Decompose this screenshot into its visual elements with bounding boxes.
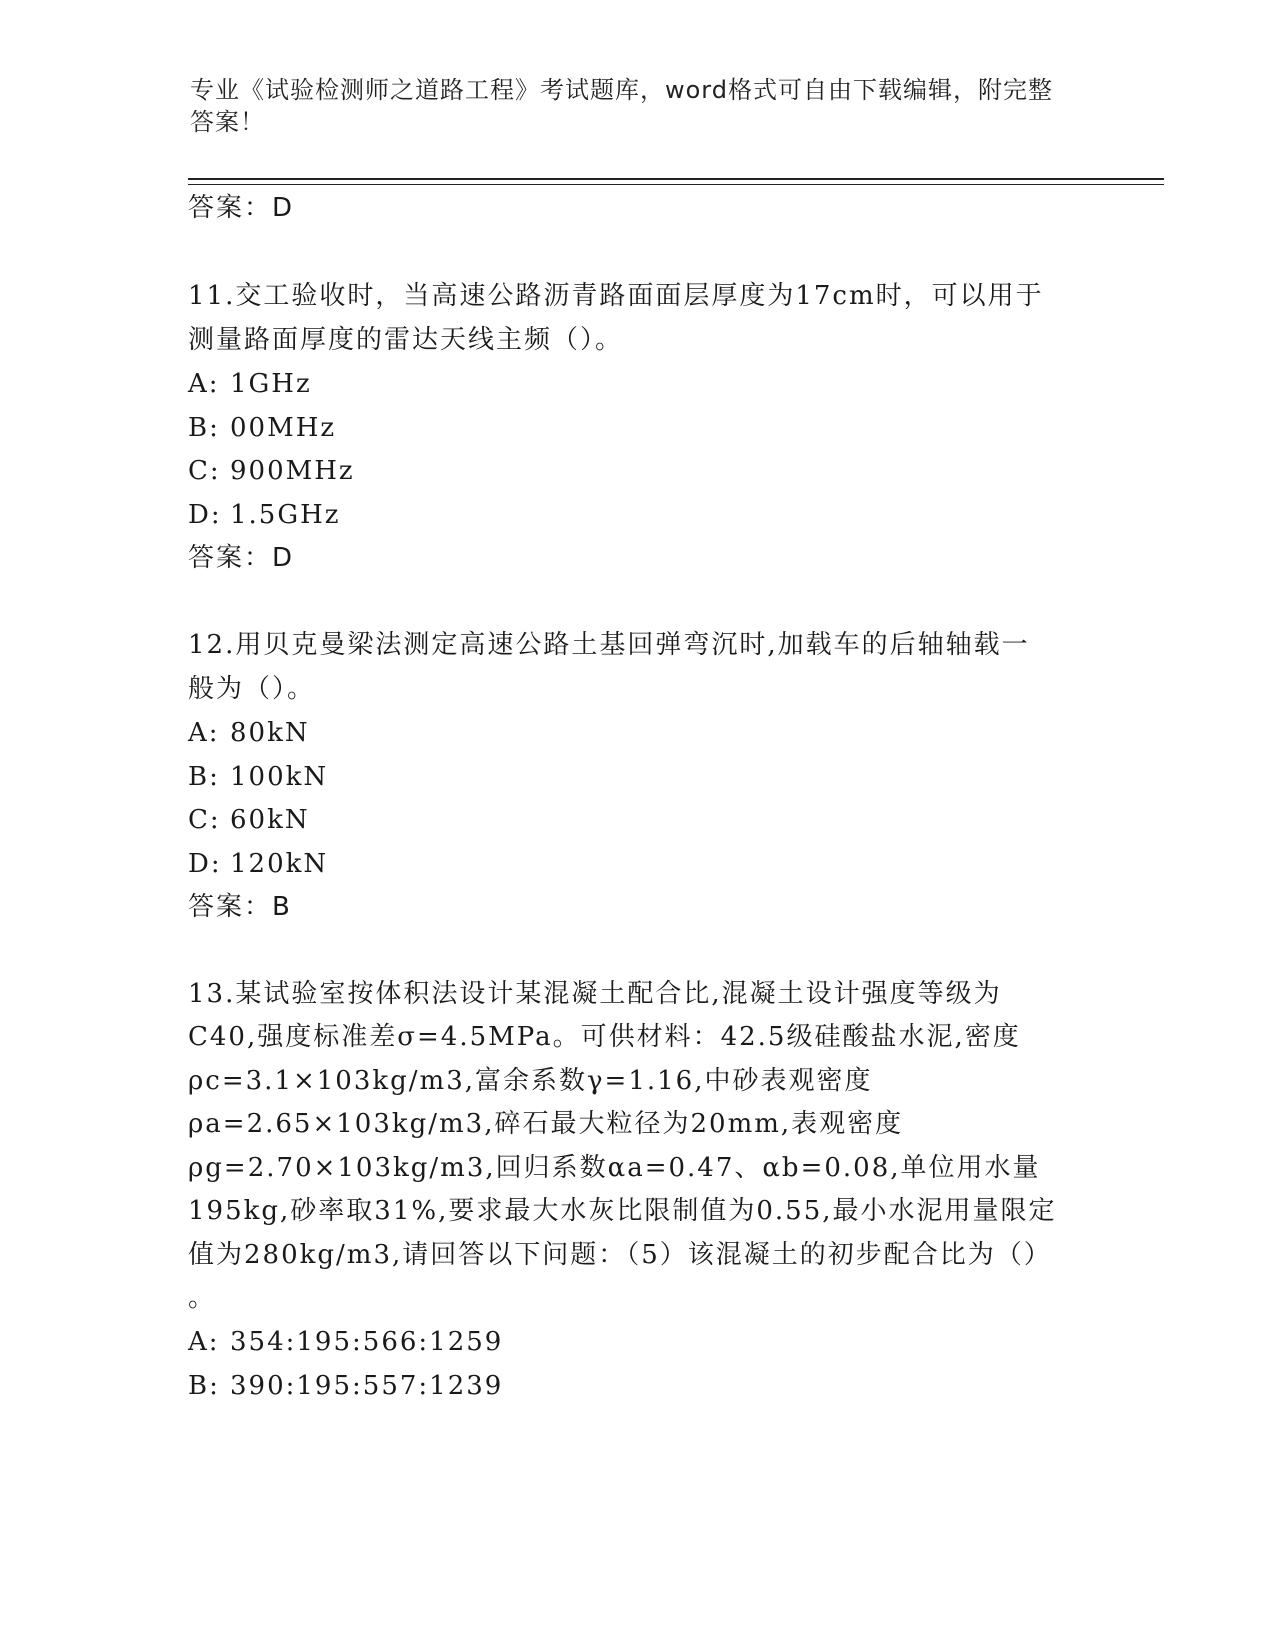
option-text: 354:195:566:1259 (230, 1327, 504, 1357)
question-12-answer: 答案：B (188, 892, 292, 922)
question-12-option-a (188, 715, 1088, 751)
question-12-line-2: 般为（）。 (188, 674, 316, 704)
question-11-line-1: 11.交工验收时，当高速公路沥青路面面层厚度为17cm时，可以用于 (188, 281, 1044, 311)
question-12-option-c (188, 802, 1088, 838)
question-12-option-b (188, 759, 1088, 795)
question-11-answer: 答案：D (188, 543, 295, 573)
option-label: A: (188, 718, 220, 748)
option-label: C: (188, 805, 221, 835)
option-text: 1.5GHz (230, 500, 341, 530)
option-label: B: (188, 762, 220, 792)
question-13-line-8: 。 (188, 1283, 217, 1313)
header-divider-thin (188, 184, 1164, 185)
question-13-line-1: 13.某试验室按体积法设计某混凝土配合比,混凝土设计强度等级为 (188, 979, 1002, 1009)
question-13-line-5: ρg=2.70×103kg/m3,回归系数αa=0.47、αb=0.08,单位用水量 (188, 1153, 1041, 1183)
question-13-line-3: ρc=3.1×103kg/m3,富余系数γ=1.16,中砂表观密度 (188, 1066, 873, 1096)
option-text: 900MHz (230, 456, 355, 486)
option-text: 00MHz (230, 413, 337, 443)
option-text: 390:195:557:1239 (230, 1371, 504, 1401)
question-12-line-1: 12.用贝克曼梁法测定高速公路土基回弹弯沉时,加载车的后轴轴载一 (188, 630, 1030, 660)
option-label: A: (188, 369, 220, 399)
question-13-line-6: 195kg,砂率取31%,要求最大水灰比限制值为0.55,最小水泥用量限定 (188, 1196, 1057, 1226)
option-label: D: (188, 500, 222, 530)
header-divider (188, 178, 1164, 180)
option-label: C: (188, 456, 221, 486)
answer-line: 答案：D (188, 193, 295, 223)
option-text: 80kN (230, 718, 310, 748)
document-header: 专业《试验检测师之道路工程》考试题库，word格式可自由下载编辑，附完整答案！ (190, 76, 1053, 136)
question-13-line-7: 值为280kg/m3,请回答以下问题：（5）该混凝土的初步配合比为（） (188, 1240, 1052, 1270)
option-text: 120kN (230, 849, 329, 879)
option-text: 1GHz (230, 369, 312, 399)
question-11-option-d (188, 497, 1088, 533)
option-label: A: (188, 1327, 220, 1357)
question-11-option-a (188, 366, 1088, 402)
question-13-option-b (188, 1368, 1088, 1404)
option-text: 60kN (230, 805, 310, 835)
question-11-line-2: 测量路面厚度的雷达天线主频（）。 (188, 325, 624, 355)
question-13-line-2: C40,强度标准差σ=4.5MPa。可供材料：42.5级硅酸盐水泥,密度 (188, 1022, 1021, 1052)
option-label: B: (188, 1371, 220, 1401)
question-13-option-a (188, 1324, 1088, 1360)
option-label: B: (188, 413, 220, 443)
question-11-option-b (188, 410, 1088, 446)
question-12-option-d (188, 846, 1088, 882)
option-text: 100kN (230, 762, 329, 792)
question-13-line-4: ρa=2.65×103kg/m3,碎石最大粒径为20mm,表观密度 (188, 1109, 904, 1139)
question-11-option-c (188, 453, 1088, 489)
option-label: D: (188, 849, 222, 879)
